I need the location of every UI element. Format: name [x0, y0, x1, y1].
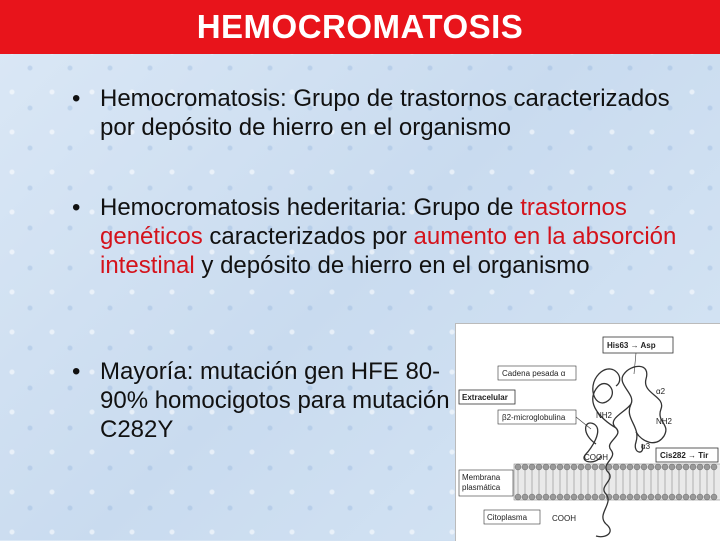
text-part: y depósito de hierro en el organismo [194, 252, 590, 279]
protein-chain [593, 366, 666, 536]
highlight-genetic: trastornos genéticos [100, 194, 627, 250]
cooh-label: COOH [584, 453, 608, 462]
hfe-protein-diagram [455, 323, 720, 541]
alpha2-label: α2 [656, 387, 666, 396]
beta2-microglobulin-label: β2-microglobulina [502, 413, 566, 422]
alpha3-label: α3 [641, 442, 651, 451]
highlight-absorption: aumento en la absorción intestinal [100, 223, 677, 279]
plasma-membrane [514, 464, 720, 500]
text-part: Hemocromatosis hederitaria: Grupo de [100, 194, 521, 221]
mutation-cys282-label: Cis282 → Tir [660, 451, 709, 460]
bullet-dot: • [72, 194, 81, 221]
nh2-label: NH2 [596, 411, 613, 420]
bullet-dot: • [72, 358, 81, 385]
bullet-definition [72, 84, 672, 142]
bullet-text [100, 193, 692, 280]
membrane-label: Membrana plasmática [462, 473, 501, 492]
bullet-text: Hemocromatosis: Grupo de trastornos caracterizados por depósito de hierro en el organismo [100, 85, 670, 141]
bullet-majority [72, 357, 472, 444]
bullet-dot: • [72, 85, 81, 112]
extracellular-label: Extracelular [462, 393, 508, 402]
bullet-text: Mayoría: mutación gen HFE 80-90% homocigotos para mutación C282Y [100, 358, 450, 443]
cytoplasm-label: Citoplasma [487, 513, 528, 522]
cooh-label: COOH [552, 514, 576, 523]
nh2-label: NH2 [656, 417, 673, 426]
slide-title: HEMOCROMATOSIS [196, 8, 524, 45]
text-part: caracterizados por [202, 223, 414, 250]
mutation-his63-label: His63 → Asp [607, 341, 656, 350]
title-bar [0, 0, 720, 54]
bullet-hereditary [72, 193, 692, 280]
heavy-chain-label: Cadena pesada α [502, 369, 566, 378]
